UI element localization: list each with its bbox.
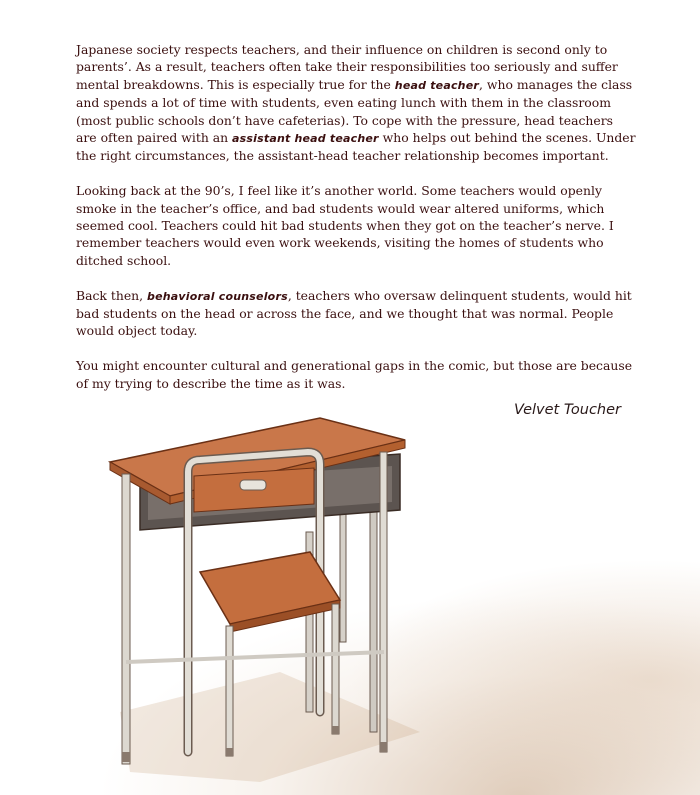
term-assistant-head-teacher: assistant head teacher — [232, 132, 379, 146]
paragraph-4: You might encounter cultural and generational gaps in the comic, but those are because of my trying to describe the time as it was. — [76, 358, 633, 391]
signature: Velvet Toucher — [514, 402, 621, 418]
note-text — [76, 41, 636, 409]
paragraph-1: Japanese society respects teachers, and their influence on children is second only to parents’. As a result, teachers often take their responsibilities too seriously and suffer mental breakdowns. This is especially true for the head teacher, who manages the class and spends a lot of time with students, even eating lunch with them in the classroom (most public schools don’t have cafeterias). To cope with the pressure, head teachers are often paired with an assistant head teacher who helps out behind the scenes. Under the right circumstances, the assistant-head teacher relationship becomes important. — [76, 42, 636, 164]
term-behavioral-counselors: behavioral counselors — [147, 289, 288, 303]
paragraph-3: Back then, behavioral counselors, teachers who oversaw delinquent students, would hit bad students on the head or across the face, and we thought that was normal. People would object today. — [76, 287, 632, 339]
school-desk-and-chair-illustration — [100, 412, 420, 782]
paragraph-2: Looking back at the 90’s, I feel like it’s another world. Some teachers would openly smoke in the teacher’s office, and bad students would wear altered uniforms, which seemed cool. Teachers could hit bad students when they got on the teacher’s nerve. I remember teachers would even work weekends, visiting the homes of students who ditched school. — [76, 183, 614, 268]
term-head-teacher: head teacher — [394, 78, 479, 92]
